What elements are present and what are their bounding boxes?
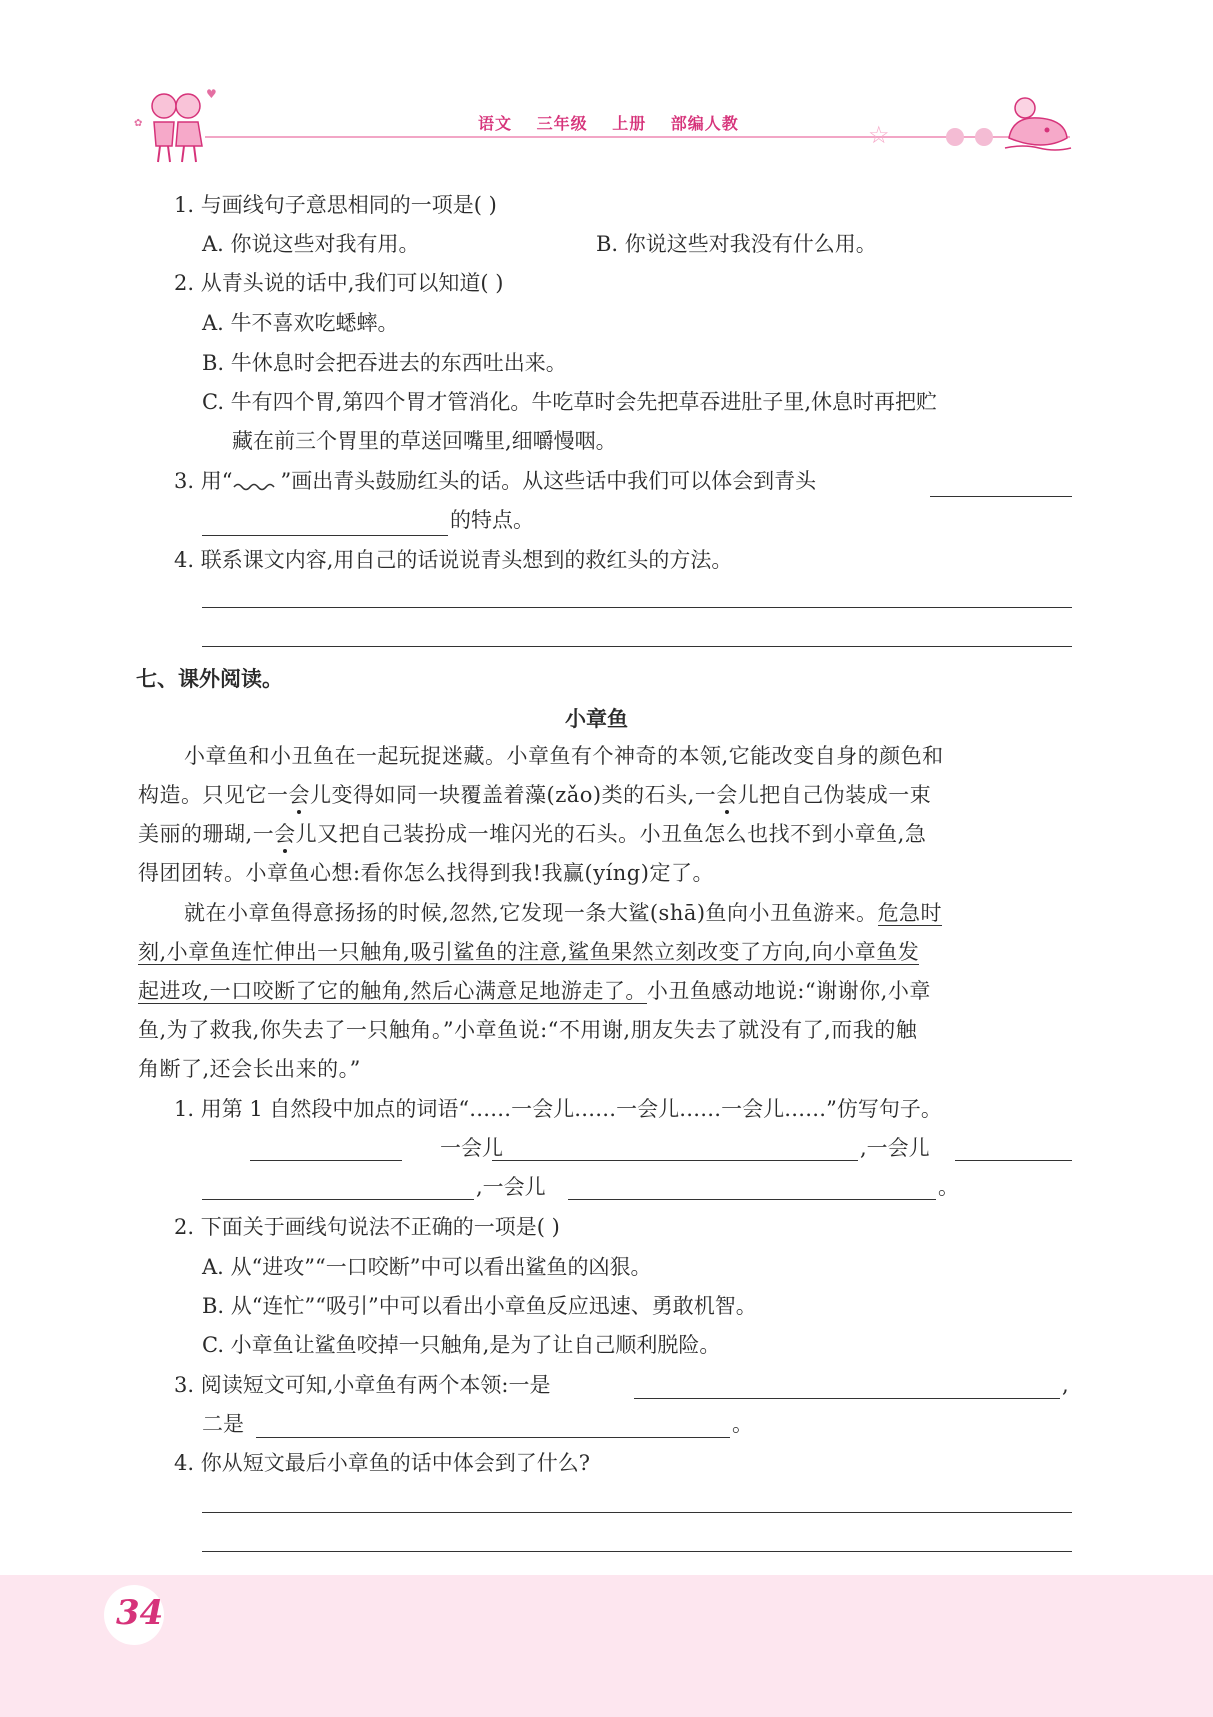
passage-para1-line4: 得团团转。小章鱼心想:看你怎么找得到我!我赢(yíng)定了。 — [138, 861, 714, 885]
header-edition: 部编人教 — [670, 114, 739, 133]
reading-q2-option-b: B. 从“连忙”“吸引”中可以看出小章鱼反应迅速、勇敢机智。 — [202, 1294, 757, 1318]
reading-question-4-stem: 4. 你从短文最后小章鱼的话中体会到了什么? — [174, 1451, 590, 1475]
question-3-line1 — [174, 466, 816, 496]
reading-question-1-stem: 1. 用第 1 自然段中加点的词语“……一会儿……一会儿……一会儿……”仿写句子。 — [174, 1097, 942, 1121]
passage-para2-line1 — [138, 898, 1072, 928]
children-illustration-icon — [132, 86, 222, 166]
question-2-stem: 2. 从青头说的话中,我们可以知道( ) — [174, 271, 504, 295]
question-2-option-a: A. 牛不喜欢吃蟋蟀。 — [202, 311, 399, 335]
text-span: 变得如同一块覆盖着藻(zǎo)类的石头, — [331, 783, 695, 807]
answer-line[interactable] — [202, 646, 1072, 647]
passage-para2-line2 — [138, 937, 1072, 967]
text-span: 美丽的珊瑚, — [138, 822, 253, 846]
text-span: 一会儿 — [267, 783, 332, 807]
reading-q3-second: 二是 — [202, 1412, 244, 1436]
answer-line[interactable] — [202, 1551, 1072, 1552]
pink-dot-icon — [946, 128, 964, 146]
answer-blank[interactable] — [256, 1413, 730, 1438]
passage-title: 小章鱼 — [565, 707, 628, 731]
passage-para2-line3 — [138, 976, 1072, 1006]
text-span: 小丑鱼感动地说:“谢谢你,小章 — [646, 979, 931, 1003]
answer-blank[interactable] — [634, 1374, 1060, 1399]
passage-para1-line2 — [138, 780, 1072, 810]
reading-q1-end: 。 — [938, 1175, 959, 1199]
underlined-text: 起进攻,一口咬断了它的触角,然后心满意足地游走了。 — [138, 979, 647, 1003]
question-2-option-c-line2: 藏在前三个胃里的草送回嘴里,细嚼慢咽。 — [232, 429, 617, 453]
reading-q1-word2: ,一会儿 — [860, 1136, 930, 1160]
text-span: 就在小章鱼得意扬扬的时候,忽然,它发现一条大鲨(shā)鱼向小丑鱼游来。 — [184, 901, 878, 925]
question-3-pre: 3. 用“ — [174, 469, 233, 493]
wavy-line-icon — [232, 473, 280, 493]
answer-line[interactable] — [202, 607, 1072, 608]
question-1-option-b: B. 你说这些对我没有什么用。 — [596, 232, 877, 256]
answer-blank[interactable] — [930, 472, 1072, 497]
reading-q1-word3: ,一会儿 — [476, 1175, 546, 1199]
answer-blank[interactable] — [955, 1136, 1072, 1161]
emphasis-word — [253, 822, 318, 846]
answer-blank[interactable] — [250, 1136, 402, 1161]
answer-blank[interactable] — [202, 1175, 474, 1200]
passage-para2-line4: 鱼,为了救我,你失去了一只触角。”小章鱼说:“不用谢,朋友失去了就没有了,而我的触 — [138, 1018, 918, 1042]
header-term: 上册 — [612, 114, 647, 133]
passage-para2-line5: 角断了,还会长出来的。” — [138, 1057, 361, 1081]
answer-blank[interactable] — [492, 1136, 858, 1161]
header-title — [478, 111, 757, 134]
emphasis-word — [267, 783, 332, 807]
text-span: 一会儿 — [694, 783, 760, 807]
reading-q3-comma: , — [1062, 1373, 1069, 1397]
page-header — [0, 0, 1213, 170]
pink-dot-icon — [975, 128, 993, 146]
text-span: 把自己伪装成一束 — [759, 783, 932, 807]
reading-q2-option-a: A. 从“进攻”“一口咬断”中可以看出鲨鱼的凶狠。 — [202, 1255, 652, 1279]
reading-q1-word1: 一会儿 — [440, 1136, 503, 1160]
question-3-end: 的特点。 — [450, 508, 534, 532]
page-number: 34 — [116, 1593, 164, 1633]
reading-q3-end: 。 — [732, 1412, 753, 1436]
text-span: 又把自己装扮成一堆闪光的石头。小丑鱼怎么也找不到小章鱼,急 — [317, 822, 927, 846]
question-2-option-b: B. 牛休息时会把吞进去的东西吐出来。 — [202, 351, 567, 375]
text-span: 一会儿 — [252, 822, 318, 846]
answer-blank[interactable] — [202, 511, 448, 536]
star-icon: ☆ — [868, 121, 890, 149]
svg-text:♥: ♥ — [206, 87, 217, 101]
underlined-text: 刻,小章鱼连忙伸出一只触角,吸引鲨鱼的注意,鲨鱼果然立刻改变了方向,向小章鱼发 — [138, 940, 920, 964]
question-2-option-c-line1: C. 牛有四个胃,第四个胃才管消化。牛吃草时会先把草吞进肚子里,休息时再把贮 — [202, 390, 938, 414]
answer-line[interactable] — [202, 1512, 1072, 1513]
question-4-stem: 4. 联系课文内容,用自己的话说说青头想到的救红头的方法。 — [174, 548, 733, 572]
passage-para1-line1: 小章鱼和小丑鱼在一起玩捉迷藏。小章鱼有个神奇的本领,它能改变自身的颜色和 — [184, 744, 944, 768]
passage-para1-line3 — [138, 819, 1072, 849]
page-footer-band — [0, 1575, 1213, 1717]
section-heading: 七、课外阅读。 — [136, 667, 283, 691]
header-subject: 语文 — [478, 114, 513, 133]
header-grade: 三年级 — [536, 114, 588, 133]
reading-question-3-stem: 3. 阅读短文可知,小章鱼有两个本领:一是 — [174, 1373, 551, 1397]
answer-blank[interactable] — [568, 1175, 936, 1200]
whale-illustration-icon — [1003, 94, 1073, 156]
text-span: 构造。只见它 — [138, 783, 267, 807]
underlined-text: 危急时 — [877, 901, 943, 925]
question-1-option-a: A. 你说这些对我有用。 — [202, 232, 420, 256]
question-1-stem: 1. 与画线句子意思相同的一项是( ) — [174, 193, 497, 217]
reading-question-2-stem: 2. 下面关于画线句说法不正确的一项是( ) — [174, 1215, 560, 1239]
question-3-post: ”画出青头鼓励红头的话。从这些话中我们可以体会到青头 — [280, 469, 817, 493]
reading-q2-option-c: C. 小章鱼让鲨鱼咬掉一只触角,是为了让自己顺利脱险。 — [202, 1333, 721, 1357]
svg-text:✿: ✿ — [134, 118, 143, 129]
emphasis-word — [695, 783, 760, 807]
header-divider — [205, 136, 1070, 138]
